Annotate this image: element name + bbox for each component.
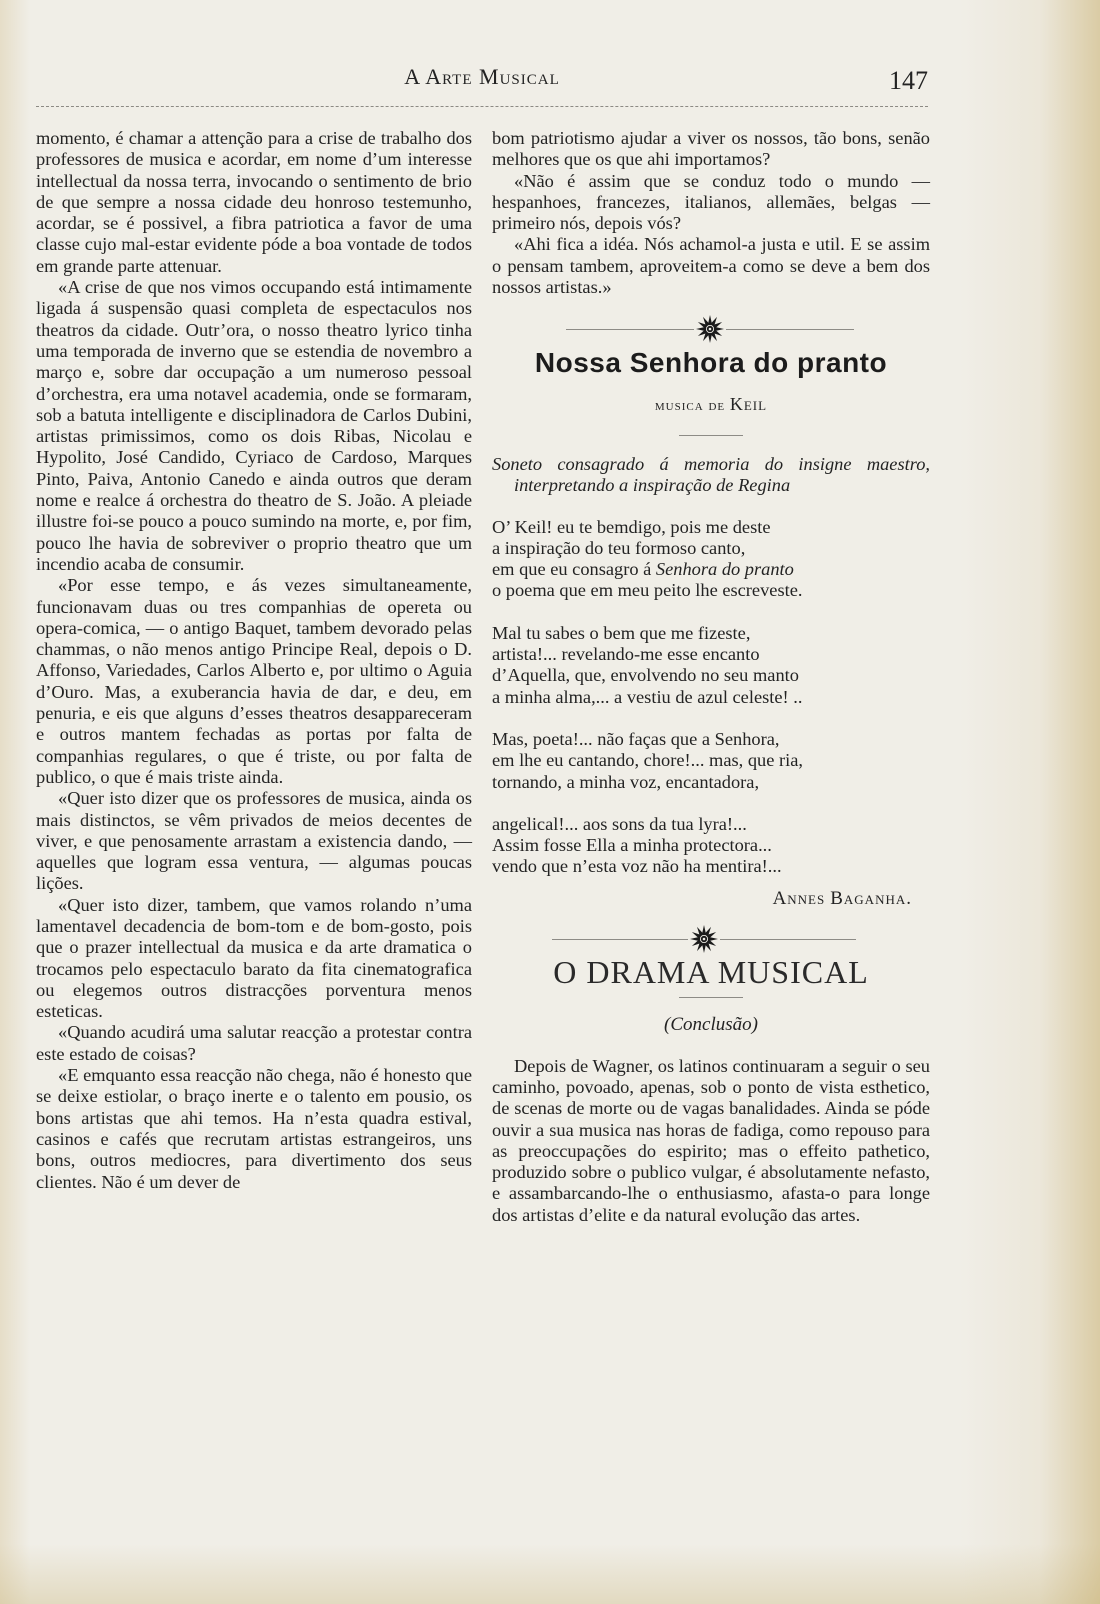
running-title: A Arte Musical xyxy=(404,64,560,89)
poem-dedication: Soneto consagrado á memoria do insigne maestro, interpretando a inspiração de Regina xyxy=(492,453,930,496)
verse-text: em que eu consagro á xyxy=(492,559,656,580)
paragraph: bom patriotismo ajudar a viver os nossos, tão bons, senão melhores que os que ahi importamos? xyxy=(492,128,930,170)
running-head xyxy=(36,62,928,102)
left-column xyxy=(36,128,472,1193)
verse-line: artista!... revelando-me esse encanto xyxy=(492,644,760,665)
section-divider xyxy=(492,314,930,344)
sonnet xyxy=(492,517,930,878)
paragraph: momento, é chamar a attenção para a crise de trabalho dos professores de musica e acordar, em nome d’um interesse intellectual da nossa terra, invocando o sentimento de brio de que sempre a nossa cidade deu honroso testemunho, acordar, se é possivel, a fibra patriotica a favor de uma classe cujo mal-estar evidente póde a boa vontade de todos em grande parte attenuar. xyxy=(36,128,472,276)
poem-signature xyxy=(492,888,930,910)
verse-line: Mal tu sabes o bem que me fizeste, xyxy=(492,622,751,643)
stanza xyxy=(492,517,930,602)
verse-italic-phrase: Senhora do pranto xyxy=(655,559,794,580)
verse-line: O’ Keil! eu te bemdigo, pois me deste xyxy=(492,516,771,537)
paragraph: «A crise de que nos vimos occupando está intimamente ligada á suspensão quasi completa de espectaculos nos theatros da cidade. Outr’ora, o nosso theatro lyrico tinha uma temporada de inverno que se estendia de novembro a março e, sobre dar occupação a um numeroso pessoal d’orchestra, era uma notavel academia, onde se formaram, sob a batuta intelligente e disciplinadora de Carlos Dubini, artistas primissimos, como os dois Ribas, Nicolau e Hypolito, José Candido, Cyriaco de Cardoso, Marques Pinto, Paiva, Antonio Canedo e ainda outros que deram nome e realce á orchestra do theatro de S. João. A pleiade illustre foi-se pouco a pouco sumindo na morte, e, por fim, pouco lhe havia de sobreviver o proprio theatro que um incendio acaba de consumir. xyxy=(36,277,472,574)
paragraph: «Por esse tempo, e ás vezes simultaneamente, funcionavam duas ou tres companhias de opereta ou opera-comica, — o antigo Baquet, tambem devorado pelas chammas, o não menos antigo Principe Real, depois o D. Affonso, Variedades, Carlos Alberto e, por ultimo o Aguia d’Ouro. Mas, a exuberancia havia de dar, e deu, em penuria, e eis que alguns d’esses theatros desappareceram e outros mantem fechadas as portas por falta de companhias regulares, o que é triste, ou por falta de publico, o que é mais triste ainda. xyxy=(36,575,472,787)
verse-line: vendo que n’esta voz não ha mentira!... xyxy=(492,856,782,877)
paragraph: «Quer isto dizer, tambem, que vamos rolando n’uma lamentavel decadencia de bom-tom e de bom-gosto, pois que o prazer intellectual da musica e da arte dramatica o trocamos pelo espectaculo barato da fita cinematografica ou elegemos outros distracções porventura menos esteticas. xyxy=(36,894,472,1022)
short-rule xyxy=(679,435,743,436)
section-divider xyxy=(492,924,930,954)
stanza xyxy=(492,729,930,793)
divider-line xyxy=(720,939,856,940)
poem-byline xyxy=(492,394,930,417)
verse-line: tornando, a minha voz, encantadora, xyxy=(492,771,760,792)
essay-title: O DRAMA MUSICAL xyxy=(553,954,869,991)
signature-last: Baganha. xyxy=(830,887,912,909)
byline-prefix: musica de xyxy=(654,397,726,414)
right-column xyxy=(492,128,930,1226)
paragraph: «E emquanto essa reacção não chega, não é honesto que se deixe estiolar, o braço inerte e o talento em pousio, os bons artistas que ahi temos. Ha n’esta quadra estival, casinos e cafés que recrutam artistas estrangeiros, uns bons, outros mediocres, para divertimento dos seus clientes. Não é um dever de xyxy=(36,1065,472,1192)
asterisk-star-ornament-icon xyxy=(695,314,725,344)
essay-subtitle: (Conclusão) xyxy=(664,1014,758,1036)
verse-line: o poema que em meu peito lhe escreveste. xyxy=(492,580,803,601)
paragraph: «Quer isto dizer que os professores de musica, ainda os mais distinctos, se vêm privados de meios decentes de viver, e que penosamente arrastam a existencia dando, — aquelles que logram essa ventura, — algumas poucas lições. xyxy=(36,788,472,894)
stanza xyxy=(492,623,930,708)
paragraph: «Quando acudirá uma salutar reacção a protestar contra este estado de coisas? xyxy=(36,1022,472,1064)
header-rule xyxy=(36,106,928,107)
short-rule xyxy=(679,997,743,998)
divider-line xyxy=(566,329,694,330)
paragraph: Depois de Wagner, os latinos continuaram a seguir o seu caminho, povoado, apenas, sob o ponto de vista esthetico, de scenas de morte ou de vagas banalidades. Ainda se póde ouvir a sua musica nas horas de fadiga, como repouso para as preoccupações do espirito; mas o effeito pathetico, produzido sobre o publico vulgar, é absolutamente nefasto, e assambarcando-lhe o enthusiasmo, afasta-o para longe dos artistas d’elite e da natural evolução das artes. xyxy=(492,1055,930,1225)
signature-first: Annes xyxy=(772,887,826,909)
verse-line: a minha alma,... a vestiu de azul celeste! .. xyxy=(492,686,803,707)
poem-title: Nossa Senhora do pranto xyxy=(534,347,888,379)
verse-line: Assim fosse Ella a minha protectora... xyxy=(492,835,772,856)
byline-composer: Keil xyxy=(729,393,768,414)
verse-line xyxy=(492,559,930,580)
page-number: 147 xyxy=(889,66,928,95)
paragraph: «Não é assim que se conduz todo o mundo — hespanhoes, francezes, italianos, allemães, belgas — primeiro nós, depois vós? xyxy=(492,170,930,234)
divider-line xyxy=(552,939,688,940)
verse-line: a inspiração do teu formoso canto, xyxy=(492,537,746,558)
verse-line: em lhe eu cantando, chore!... mas, que ria, xyxy=(492,750,803,771)
verse-line: Mas, poeta!... não faças que a Senhora, xyxy=(492,728,780,749)
stanza xyxy=(492,814,930,878)
asterisk-star-ornament-icon xyxy=(689,924,719,954)
paragraph: «Ahi fica a idéa. Nós achamol-a justa e util. E se assim o pensam tambem, aproveitem-a como se deve a bem dos nossos artistas.» xyxy=(492,234,930,298)
divider-line xyxy=(726,329,854,330)
verse-line: d’Aquella, que, envolvendo no seu manto xyxy=(492,665,799,686)
verse-line: angelical!... aos sons da tua lyra!... xyxy=(492,813,747,834)
